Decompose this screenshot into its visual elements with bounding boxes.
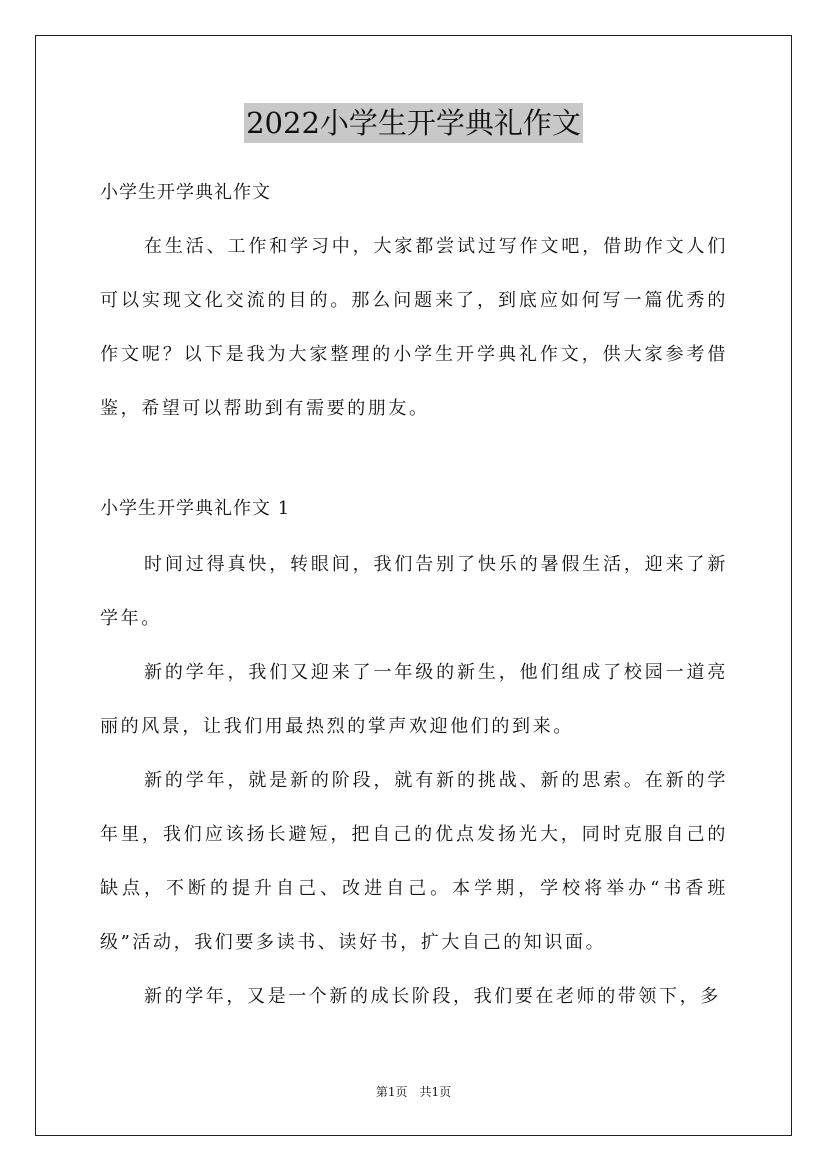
body-paragraph-2: 新的学年，我们又迎来了一年级的新生，他们组成了校园一道亮丽的风景，让我们用最热烈的掌声欢迎他们的到来。	[100, 662, 728, 737]
body-paragraph-4: 新的学年，又是一个新的成长阶段，我们要在老师的带领下，多	[144, 986, 721, 1007]
document-title-text: 2022小学生开学典礼作文	[244, 103, 583, 143]
document-body	[100, 174, 728, 1024]
section-heading: 小学生开学典礼作文 1	[100, 498, 291, 519]
document-title	[0, 103, 827, 143]
page-number: 第1页 共1页	[375, 1085, 452, 1099]
intro-paragraph: 在生活、工作和学习中，大家都尝试过写作文吧，借助作文人们可以实现文化交流的目的。那么问题来了，到底应如何写一篇优秀的作文呢？以下是我为大家整理的小学生开学典礼作文，供大家参考借鉴，希望可以帮助到有需要的朋友。	[100, 236, 728, 419]
body-paragraph-3: 新的学年，就是新的阶段，就有新的挑战、新的思索。在新的学年里，我们应该扬长避短，把自己的优点发扬光大，同时克服自己的缺点，不断的提升自己、改进自己。本学期，学校将举办“书香班级”活动，我们要多读书、读好书，扩大自己的知识面。	[100, 770, 728, 953]
section-spacer	[100, 436, 728, 490]
body-paragraph-1: 时间过得真快，转眼间，我们告别了快乐的暑假生活，迎来了新学年。	[100, 554, 728, 629]
intro-heading: 小学生开学典礼作文	[100, 182, 271, 203]
